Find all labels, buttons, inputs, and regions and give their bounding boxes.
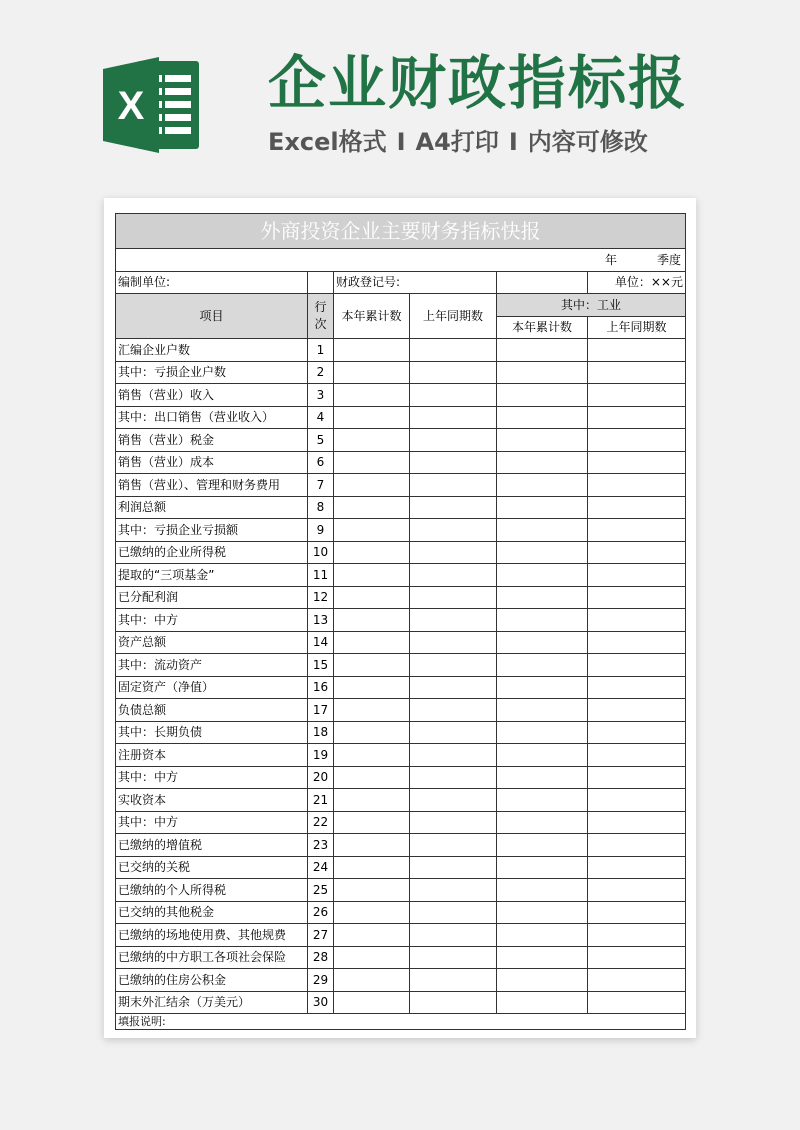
row-line-no: 28 [308, 946, 334, 969]
cell-ytd[interactable] [334, 429, 410, 452]
cell-ytd[interactable] [334, 541, 410, 564]
cell-industry-prev[interactable] [588, 474, 686, 497]
cell-industry-prev[interactable] [588, 969, 686, 992]
currency-unit-label: 单位：××元 [588, 271, 686, 294]
cell-industry-prev[interactable] [588, 361, 686, 384]
sheet-title: 外商投资企业主要财务指标快报 [116, 214, 686, 249]
cell-prev-ytd[interactable] [410, 879, 497, 902]
cell-industry-ytd[interactable] [497, 339, 588, 362]
row-item-label: 实收资本 [116, 789, 308, 812]
cell-ytd[interactable] [334, 946, 410, 969]
cell-prev-ytd[interactable] [410, 451, 497, 474]
table-row [116, 744, 686, 767]
table-row [116, 901, 686, 924]
cell-prev-ytd[interactable] [410, 856, 497, 879]
note-row [116, 1014, 686, 1030]
table-row [116, 946, 686, 969]
cell-industry-ytd[interactable] [497, 834, 588, 857]
cell-prev-ytd[interactable] [410, 721, 497, 744]
table-row [116, 879, 686, 902]
cell-ytd[interactable] [334, 586, 410, 609]
cell-industry-prev[interactable] [588, 699, 686, 722]
row-line-no: 24 [308, 856, 334, 879]
cell-industry-prev[interactable] [588, 429, 686, 452]
cell-industry-prev[interactable] [588, 766, 686, 789]
cell-industry-ytd[interactable] [497, 856, 588, 879]
row-item-label: 其中：流动资产 [116, 654, 308, 677]
cell-ytd[interactable] [334, 744, 410, 767]
cell-industry-ytd[interactable] [497, 631, 588, 654]
table-row [116, 496, 686, 519]
cell-prev-ytd[interactable] [410, 609, 497, 632]
cell-prev-ytd[interactable] [410, 789, 497, 812]
row-line-no: 8 [308, 496, 334, 519]
cell-industry-prev[interactable] [588, 744, 686, 767]
row-line-no: 4 [308, 406, 334, 429]
table-row [116, 676, 686, 699]
cell-industry-prev[interactable] [588, 721, 686, 744]
table-row [116, 924, 686, 947]
cell-industry-ytd[interactable] [497, 586, 588, 609]
table-row [116, 474, 686, 497]
row-item-label: 销售（营业）成本 [116, 451, 308, 474]
table-row [116, 631, 686, 654]
cell-industry-prev[interactable] [588, 406, 686, 429]
row-item-label: 汇编企业户数 [116, 339, 308, 362]
row-item-label: 利润总额 [116, 496, 308, 519]
cell-industry-ytd[interactable] [497, 744, 588, 767]
cell-prev-ytd[interactable] [410, 744, 497, 767]
cell-prev-ytd[interactable] [410, 811, 497, 834]
cell-prev-ytd[interactable] [410, 541, 497, 564]
subtitle-separator: I [396, 128, 406, 156]
period-row [116, 249, 686, 272]
cell-ytd[interactable] [334, 879, 410, 902]
registration-no-value[interactable] [497, 271, 588, 294]
cell-prev-ytd[interactable] [410, 631, 497, 654]
cell-industry-ytd[interactable] [497, 676, 588, 699]
compiling-unit-value[interactable] [308, 271, 334, 294]
table-row [116, 654, 686, 677]
cell-ytd[interactable] [334, 924, 410, 947]
row-line-no: 26 [308, 901, 334, 924]
cell-industry-ytd[interactable] [497, 406, 588, 429]
cell-industry-prev[interactable] [588, 901, 686, 924]
row-item-label: 注册资本 [116, 744, 308, 767]
cell-ytd[interactable] [334, 901, 410, 924]
cell-ytd[interactable] [334, 834, 410, 857]
table-row [116, 451, 686, 474]
row-line-no: 5 [308, 429, 334, 452]
cell-ytd[interactable] [334, 406, 410, 429]
row-line-no: 1 [308, 339, 334, 362]
cell-ytd[interactable] [334, 699, 410, 722]
cell-ytd[interactable] [334, 721, 410, 744]
row-item-label: 销售（营业）、管理和财务费用 [116, 474, 308, 497]
cell-industry-prev[interactable] [588, 924, 686, 947]
row-line-no: 9 [308, 519, 334, 542]
cell-industry-prev[interactable] [588, 496, 686, 519]
cell-ytd[interactable] [334, 631, 410, 654]
cell-industry-ytd[interactable] [497, 451, 588, 474]
table-row [116, 586, 686, 609]
row-item-label: 其中：中方 [116, 766, 308, 789]
col-header-industry-group: 其中：工业 [497, 294, 686, 317]
cell-prev-ytd[interactable] [410, 834, 497, 857]
cell-industry-ytd[interactable] [497, 496, 588, 519]
cell-industry-prev[interactable] [588, 946, 686, 969]
cell-ytd[interactable] [334, 339, 410, 362]
cell-industry-ytd[interactable] [497, 766, 588, 789]
cell-industry-prev[interactable] [588, 654, 686, 677]
excel-logo-icon [103, 55, 203, 155]
cell-industry-prev[interactable] [588, 811, 686, 834]
cell-industry-ytd[interactable] [497, 924, 588, 947]
table-row [116, 361, 686, 384]
row-item-label: 已交纳的其他税金 [116, 901, 308, 924]
fill-instructions-label: 填报说明: [116, 1014, 686, 1030]
cell-prev-ytd[interactable] [410, 474, 497, 497]
table-row [116, 429, 686, 452]
cell-ytd[interactable] [334, 789, 410, 812]
row-line-no: 20 [308, 766, 334, 789]
cell-ytd[interactable] [334, 856, 410, 879]
row-line-no: 27 [308, 924, 334, 947]
row-line-no: 23 [308, 834, 334, 857]
cell-prev-ytd[interactable] [410, 361, 497, 384]
cell-prev-ytd[interactable] [410, 339, 497, 362]
row-line-no: 6 [308, 451, 334, 474]
cell-industry-ytd[interactable] [497, 609, 588, 632]
row-item-label: 销售（营业）收入 [116, 384, 308, 407]
table-row [116, 384, 686, 407]
year-label: 年 [604, 252, 617, 267]
row-line-no: 21 [308, 789, 334, 812]
table-row [116, 541, 686, 564]
financial-indicator-table [115, 213, 686, 1030]
cell-prev-ytd[interactable] [410, 384, 497, 407]
cell-prev-ytd[interactable] [410, 991, 497, 1014]
cell-industry-prev[interactable] [588, 451, 686, 474]
table-row [116, 721, 686, 744]
row-item-label: 已缴纳的住房公积金 [116, 969, 308, 992]
row-item-label: 固定资产（净值） [116, 676, 308, 699]
row-line-no: 2 [308, 361, 334, 384]
table-row [116, 519, 686, 542]
cell-industry-prev[interactable] [588, 519, 686, 542]
row-line-no: 13 [308, 609, 334, 632]
cell-prev-ytd[interactable] [410, 946, 497, 969]
row-line-no: 16 [308, 676, 334, 699]
cell-industry-prev[interactable] [588, 856, 686, 879]
cell-industry-prev[interactable] [588, 789, 686, 812]
table-row [116, 339, 686, 362]
cell-ytd[interactable] [334, 384, 410, 407]
table-row [116, 609, 686, 632]
cell-prev-ytd[interactable] [410, 519, 497, 542]
cell-industry-ytd[interactable] [497, 474, 588, 497]
cell-industry-ytd[interactable] [497, 361, 588, 384]
row-line-no: 22 [308, 811, 334, 834]
cell-industry-prev[interactable] [588, 991, 686, 1014]
page-subtitle [268, 124, 648, 160]
cell-ytd[interactable] [334, 654, 410, 677]
compiling-unit-label: 编制单位: [116, 271, 308, 294]
cell-industry-ytd[interactable] [497, 901, 588, 924]
cell-prev-ytd[interactable] [410, 901, 497, 924]
row-line-no: 18 [308, 721, 334, 744]
col-header-industry-prev: 上年同期数 [588, 316, 686, 339]
cell-industry-prev[interactable] [588, 834, 686, 857]
cell-industry-ytd[interactable] [497, 969, 588, 992]
cell-industry-ytd[interactable] [497, 699, 588, 722]
row-line-no: 17 [308, 699, 334, 722]
cell-industry-prev[interactable] [588, 586, 686, 609]
cell-ytd[interactable] [334, 676, 410, 699]
cell-ytd[interactable] [334, 766, 410, 789]
col-header-industry-ytd: 本年累计数 [497, 316, 588, 339]
cell-industry-ytd[interactable] [497, 946, 588, 969]
row-item-label: 其中：亏损企业亏损额 [116, 519, 308, 542]
cell-prev-ytd[interactable] [410, 564, 497, 587]
cell-prev-ytd[interactable] [410, 496, 497, 519]
cell-industry-ytd[interactable] [497, 811, 588, 834]
row-item-label: 资产总额 [116, 631, 308, 654]
row-line-no: 25 [308, 879, 334, 902]
table-row [116, 969, 686, 992]
logo-letter: X [117, 84, 145, 128]
subtitle-separator: I [508, 128, 518, 156]
cell-prev-ytd[interactable] [410, 586, 497, 609]
row-line-no: 30 [308, 991, 334, 1014]
cell-industry-prev[interactable] [588, 564, 686, 587]
promo-header [0, 0, 800, 190]
subtitle-editable: 内容可修改 [527, 128, 648, 156]
table-row [116, 789, 686, 812]
row-line-no: 15 [308, 654, 334, 677]
cell-prev-ytd[interactable] [410, 766, 497, 789]
row-line-no: 10 [308, 541, 334, 564]
table-row [116, 699, 686, 722]
cell-ytd[interactable] [334, 474, 410, 497]
cell-ytd[interactable] [334, 519, 410, 542]
row-item-label: 已缴纳的个人所得税 [116, 879, 308, 902]
cell-prev-ytd[interactable] [410, 924, 497, 947]
cell-industry-ytd[interactable] [497, 541, 588, 564]
cell-industry-prev[interactable] [588, 879, 686, 902]
cell-industry-prev[interactable] [588, 541, 686, 564]
col-header-line-no: 行次 [308, 294, 334, 339]
cell-industry-ytd[interactable] [497, 879, 588, 902]
row-item-label: 已缴纳的场地使用费、其他规费 [116, 924, 308, 947]
cell-ytd[interactable] [334, 969, 410, 992]
row-item-label: 其中：亏损企业户数 [116, 361, 308, 384]
row-item-label: 其中：长期负债 [116, 721, 308, 744]
cell-prev-ytd[interactable] [410, 969, 497, 992]
cell-industry-prev[interactable] [588, 676, 686, 699]
col-header-prev-ytd: 上年同期数 [410, 294, 497, 339]
row-line-no: 29 [308, 969, 334, 992]
cell-ytd[interactable] [334, 361, 410, 384]
row-item-label: 已交纳的关税 [116, 856, 308, 879]
table-row [116, 856, 686, 879]
cell-industry-ytd[interactable] [497, 721, 588, 744]
cell-industry-prev[interactable] [588, 339, 686, 362]
row-item-label: 负债总额 [116, 699, 308, 722]
cell-ytd[interactable] [334, 496, 410, 519]
cell-ytd[interactable] [334, 451, 410, 474]
cell-industry-ytd[interactable] [497, 384, 588, 407]
row-line-no: 3 [308, 384, 334, 407]
row-item-label: 其中：中方 [116, 609, 308, 632]
cell-industry-prev[interactable] [588, 384, 686, 407]
quarter-label: 季度 [656, 252, 681, 267]
spreadsheet-page [104, 198, 696, 1038]
row-item-label: 已缴纳的增值税 [116, 834, 308, 857]
table-row [116, 766, 686, 789]
cell-prev-ytd[interactable] [410, 406, 497, 429]
cell-industry-ytd[interactable] [497, 654, 588, 677]
row-item-label: 期末外汇结余（万美元） [116, 991, 308, 1014]
subtitle-format: Excel格式 [268, 128, 387, 156]
cell-industry-ytd[interactable] [497, 519, 588, 542]
cell-industry-ytd[interactable] [497, 564, 588, 587]
row-line-no: 7 [308, 474, 334, 497]
table-row [116, 564, 686, 587]
cell-industry-prev[interactable] [588, 631, 686, 654]
row-item-label: 已缴纳的企业所得税 [116, 541, 308, 564]
row-item-label: 已分配利润 [116, 586, 308, 609]
row-line-no: 11 [308, 564, 334, 587]
cell-ytd[interactable] [334, 991, 410, 1014]
cell-ytd[interactable] [334, 609, 410, 632]
cell-industry-ytd[interactable] [497, 991, 588, 1014]
cell-ytd[interactable] [334, 811, 410, 834]
row-line-no: 14 [308, 631, 334, 654]
cell-industry-ytd[interactable] [497, 789, 588, 812]
row-item-label: 其中：中方 [116, 811, 308, 834]
cell-industry-prev[interactable] [588, 609, 686, 632]
cell-prev-ytd[interactable] [410, 676, 497, 699]
row-item-label: 已缴纳的中方职工各项社会保险 [116, 946, 308, 969]
row-item-label: 提取的“三项基金” [116, 564, 308, 587]
cell-industry-ytd[interactable] [497, 429, 588, 452]
cell-ytd[interactable] [334, 564, 410, 587]
page-title: 企业财政指标报 [268, 49, 689, 117]
table-row [116, 834, 686, 857]
row-line-no: 19 [308, 744, 334, 767]
registration-no-label: 财政登记号: [334, 271, 497, 294]
col-header-item: 项目 [116, 294, 308, 339]
subtitle-print: A4打印 [415, 128, 499, 156]
col-header-ytd: 本年累计数 [334, 294, 410, 339]
table-row [116, 991, 686, 1014]
cell-prev-ytd[interactable] [410, 654, 497, 677]
row-item-label: 销售（营业）税金 [116, 429, 308, 452]
cell-prev-ytd[interactable] [410, 699, 497, 722]
table-row [116, 811, 686, 834]
cell-prev-ytd[interactable] [410, 429, 497, 452]
row-item-label: 其中：出口销售（营业收入） [116, 406, 308, 429]
row-line-no: 12 [308, 586, 334, 609]
table-row [116, 406, 686, 429]
